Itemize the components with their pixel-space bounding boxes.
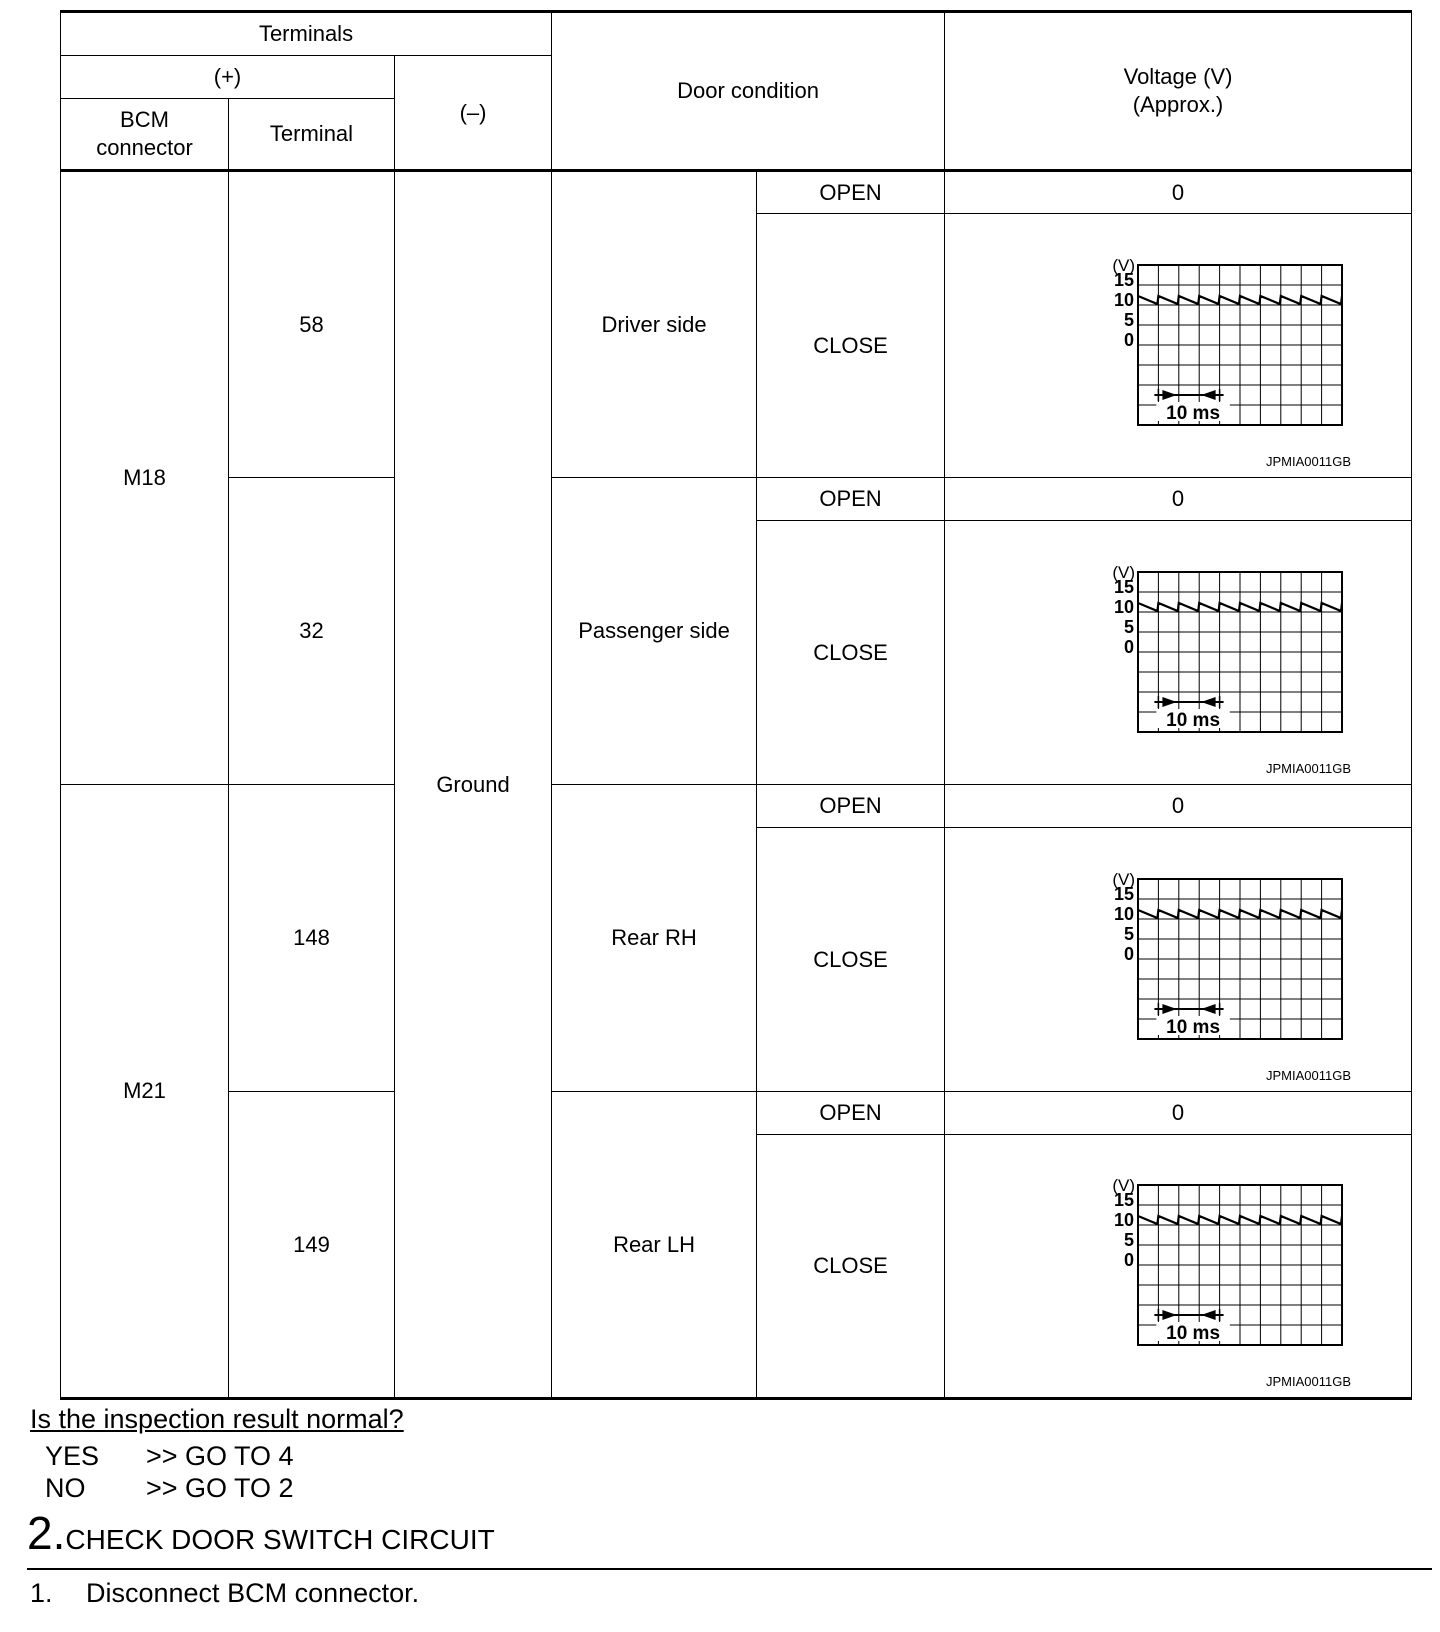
terminal-cell: 58 <box>229 171 395 478</box>
answer-no <box>45 1473 294 1504</box>
arrow-right-icon <box>1162 390 1176 400</box>
door-cell: Rear RH <box>552 785 757 1092</box>
voltage-header-label: Voltage (V) <box>1123 64 1233 89</box>
time-scale-label: 10 ms <box>1166 1323 1221 1344</box>
y-tick-label: 0 <box>1124 329 1135 350</box>
terminal-header: Terminal <box>229 99 395 171</box>
signal-trace <box>1138 603 1342 611</box>
y-tick-label: 10 <box>1114 289 1135 310</box>
open-cell: OPEN <box>757 785 945 828</box>
time-scale-label: 10 ms <box>1166 709 1221 731</box>
y-tick-label: 0 <box>1124 943 1135 964</box>
terminals-header: Terminals <box>61 12 552 56</box>
terminal-cell: 149 <box>229 1092 395 1399</box>
step-heading <box>27 1506 495 1560</box>
arrow-left-icon <box>1201 390 1215 400</box>
waveform-graph <box>1013 1171 1343 1361</box>
door-cell: Passenger side <box>552 478 757 785</box>
waveform-graph <box>1013 251 1343 441</box>
bcm-connector-header <box>61 99 229 171</box>
waveform-code: JPMIA0011GB <box>1266 1374 1352 1389</box>
minus-header: (–) <box>395 56 552 171</box>
close-cell: CLOSE <box>757 214 945 478</box>
waveform-cell <box>945 521 1412 785</box>
open-voltage-cell: 0 <box>945 785 1412 828</box>
waveform-cell <box>945 214 1412 478</box>
terminal-cell: 32 <box>229 478 395 785</box>
signal-trace <box>1138 296 1342 304</box>
step-title: CHECK DOOR SWITCH CIRCUIT <box>65 1524 495 1555</box>
voltage-header-approx: (Approx.) <box>1132 92 1224 117</box>
arrow-right-icon <box>1162 1004 1176 1014</box>
open-cell: OPEN <box>757 171 945 214</box>
arrow-left-icon <box>1201 697 1215 707</box>
door-condition-header: Door condition <box>552 12 945 171</box>
answer-no-key: NO <box>45 1473 86 1503</box>
y-tick-label: 0 <box>1124 636 1135 657</box>
connector-cell-m18: M18 <box>61 171 229 785</box>
waveform-code: JPMIA0011GB <box>1266 454 1352 469</box>
step-item-number: 1. <box>30 1578 53 1608</box>
y-tick-label: 10 <box>1114 903 1135 924</box>
waveform-cell <box>945 1135 1412 1399</box>
signal-trace <box>1138 910 1342 918</box>
answer-yes-action: >> GO TO 4 <box>146 1441 294 1471</box>
bcm-connector-header-label: BCM connector <box>96 107 193 160</box>
signal-trace <box>1138 1216 1342 1224</box>
waveform-code: JPMIA0011GB <box>1266 1068 1352 1083</box>
y-tick-label: 15 <box>1114 576 1135 597</box>
step-item <box>30 1578 419 1609</box>
door-cell: Rear LH <box>552 1092 757 1399</box>
answer-yes <box>45 1441 294 1472</box>
waveform-unit: (V) <box>1112 1176 1136 1195</box>
ground-cell: Ground <box>395 171 552 1399</box>
waveform-unit: (V) <box>1112 255 1136 275</box>
open-cell: OPEN <box>757 1092 945 1135</box>
step-divider <box>27 1568 1432 1570</box>
connector-cell-m21: M21 <box>61 785 229 1399</box>
y-tick-label: 5 <box>1124 616 1135 637</box>
open-voltage-cell: 0 <box>945 171 1412 214</box>
open-cell: OPEN <box>757 478 945 521</box>
waveform-code: JPMIA0011GB <box>1266 761 1352 776</box>
waveform-graph <box>1013 865 1343 1055</box>
time-scale-label: 10 ms <box>1166 1016 1221 1038</box>
y-tick-label: 0 <box>1124 1250 1135 1270</box>
time-scale-label: 10 ms <box>1166 402 1221 424</box>
arrow-left-icon <box>1201 1310 1215 1320</box>
voltage-header <box>945 12 1412 171</box>
close-cell: CLOSE <box>757 1135 945 1399</box>
plus-header: (+) <box>61 56 395 99</box>
open-voltage-cell: 0 <box>945 478 1412 521</box>
close-cell: CLOSE <box>757 828 945 1092</box>
y-tick-label: 5 <box>1124 309 1135 330</box>
step-item-text: Disconnect BCM connector. <box>86 1578 420 1608</box>
step-number: 2. <box>27 1507 66 1559</box>
y-tick-label: 15 <box>1114 1190 1135 1210</box>
inspection-table <box>60 10 1412 1400</box>
inspection-question: Is the inspection result normal? <box>30 1404 404 1434</box>
arrow-left-icon <box>1201 1004 1215 1014</box>
answer-no-action: >> GO TO 2 <box>146 1473 294 1503</box>
y-tick-label: 15 <box>1114 269 1135 290</box>
y-tick-label: 10 <box>1114 1210 1135 1230</box>
arrow-right-icon <box>1162 1310 1176 1320</box>
answer-yes-key: YES <box>45 1441 100 1471</box>
terminal-cell: 148 <box>229 785 395 1092</box>
y-tick-label: 10 <box>1114 596 1135 617</box>
door-cell: Driver side <box>552 171 757 478</box>
arrow-right-icon <box>1162 697 1176 707</box>
waveform-unit: (V) <box>1112 562 1136 582</box>
waveform-cell <box>945 828 1412 1092</box>
y-tick-label: 5 <box>1124 923 1135 944</box>
y-tick-label: 5 <box>1124 1230 1135 1250</box>
waveform-graph <box>1013 558 1343 748</box>
waveform-unit: (V) <box>1112 869 1136 889</box>
close-cell: CLOSE <box>757 521 945 785</box>
open-voltage-cell: 0 <box>945 1092 1412 1135</box>
y-tick-label: 15 <box>1114 883 1135 904</box>
